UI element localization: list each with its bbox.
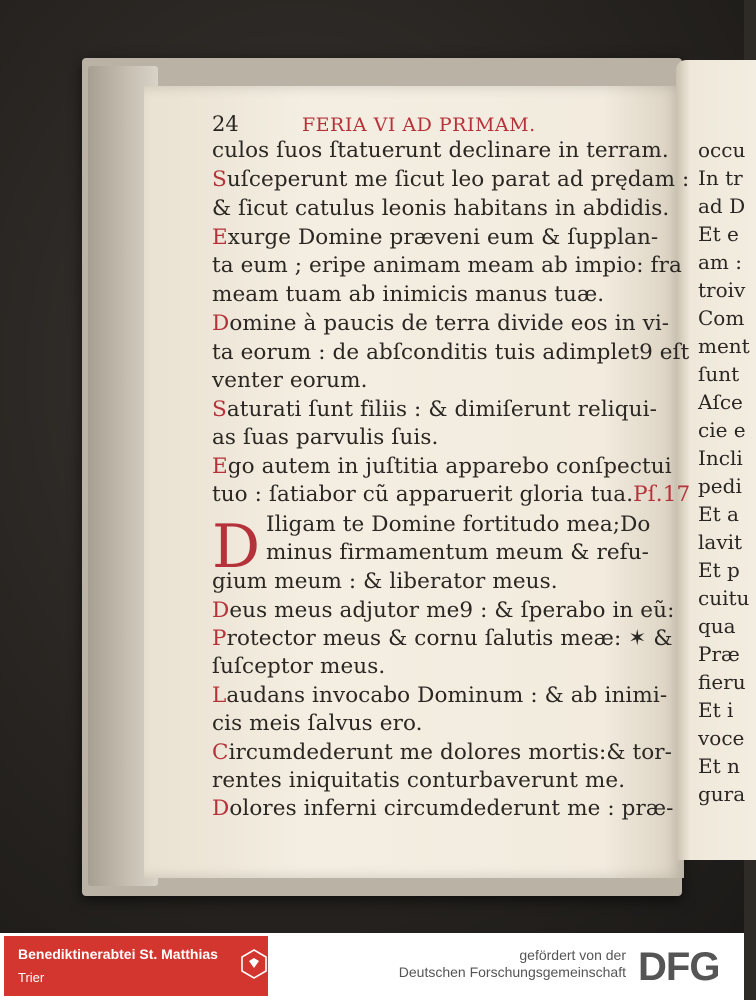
right-page-line: pedi [698, 474, 742, 498]
text-line: Circumdederunt me dolores mortis:& tor- [212, 740, 673, 765]
right-page-line: ad D [698, 194, 746, 218]
right-page-line: occu [698, 138, 746, 162]
text-line: Exurge Domine præveni eum & ſupplan- [212, 225, 659, 250]
drop-capital: D [212, 512, 261, 582]
text-line: Protector meus & cornu ſalutis meæ: ✶ & [212, 626, 673, 651]
text-line: as ſuas parvulis ſuis. [212, 425, 439, 450]
right-page-line: Et p [698, 558, 740, 582]
right-page-line: cuitu [698, 586, 750, 610]
right-page-line: cie e [698, 418, 746, 442]
psalm-reference: Pſ.17 [633, 482, 691, 507]
text-line: culos ſuos ſtatuerunt declinare in terram. [212, 138, 669, 163]
text-line: cis meis ſalvus ero. [212, 711, 423, 736]
text-line: tuo : ſatiabor cũ apparuerit gloria tua.Pſ.17 [212, 482, 691, 507]
text-line: Ego autem in juſtitia apparebo conſpectui [212, 454, 672, 479]
dfg-logo[interactable]: DFG [638, 945, 720, 989]
text-line: rentes iniquitatis conturbaverunt me. [212, 768, 626, 793]
right-page-line: Incli [698, 446, 743, 470]
right-page-line: lavit [698, 530, 743, 554]
right-page-line: qua [698, 614, 736, 638]
text-line: Domine à paucis de terra divide eos in vi- [212, 311, 670, 336]
right-page-line: ſunt [698, 362, 740, 386]
right-page-line: gura [698, 782, 746, 806]
abbey-logo-icon [240, 948, 268, 980]
text-line: & ſicut catulus leonis habitans in abdidis. [212, 196, 670, 221]
right-page-line: fieru [698, 670, 746, 694]
running-title: FERIA VI AD PRIMAM. [302, 114, 536, 136]
text-line: Deus meus adjutor me9 : & ſperabo in eũ: [212, 598, 675, 623]
footer-bar [0, 933, 744, 1000]
text-line: minus firmamentum meum & refu- [266, 540, 650, 565]
institution-badge[interactable] [4, 936, 268, 996]
text-line: Laudans invocabo Dominum : & ab inimi- [212, 683, 668, 708]
text-line: Dolores inferni circumdederunt me : præ- [212, 796, 674, 821]
text-line: meam tuam ab inimicis manus tuæ. [212, 282, 605, 307]
right-page-line: troiv [698, 278, 746, 302]
right-page-line: Et e [698, 222, 739, 246]
right-page-line: Com [698, 306, 745, 330]
funding-note: gefördert von der Deutschen Forschungsgemeinschaft [398, 947, 626, 980]
right-page-line: voce [698, 726, 745, 750]
right-page-line: In tr [698, 166, 743, 190]
page-number: 24 [212, 112, 239, 136]
right-page-line: Aſce [698, 390, 743, 414]
text-line: ta eum ; eripe animam meam ab impio: fra [212, 253, 682, 278]
right-page-line: Et a [698, 502, 739, 526]
right-page-line: am : [698, 250, 742, 274]
right-page-line: Præ [698, 642, 740, 666]
text-line: ſuſceptor meus. [212, 654, 386, 679]
text-line: Saturati ſunt filiis : & dimiſerunt reliqui- [212, 397, 657, 422]
text-line: venter eorum. [212, 368, 368, 393]
text-line: gium meum : & liberator meus. [212, 569, 558, 594]
institution-name: Benediktinerabtei St. Matthias [18, 946, 218, 962]
text-line: Suſceperunt me ſicut leo parat ad prędam : [212, 167, 690, 192]
text-line: ta eorum : de abſconditis tuis adimplet9 eſt [212, 340, 690, 365]
right-page-line: Et i [698, 698, 734, 722]
right-page-line: Et n [698, 754, 740, 778]
text-line: Iligam te Domine fortitudo mea;Do [266, 512, 651, 537]
institution-city: Trier [18, 970, 45, 985]
right-page-line: ment [698, 334, 750, 358]
